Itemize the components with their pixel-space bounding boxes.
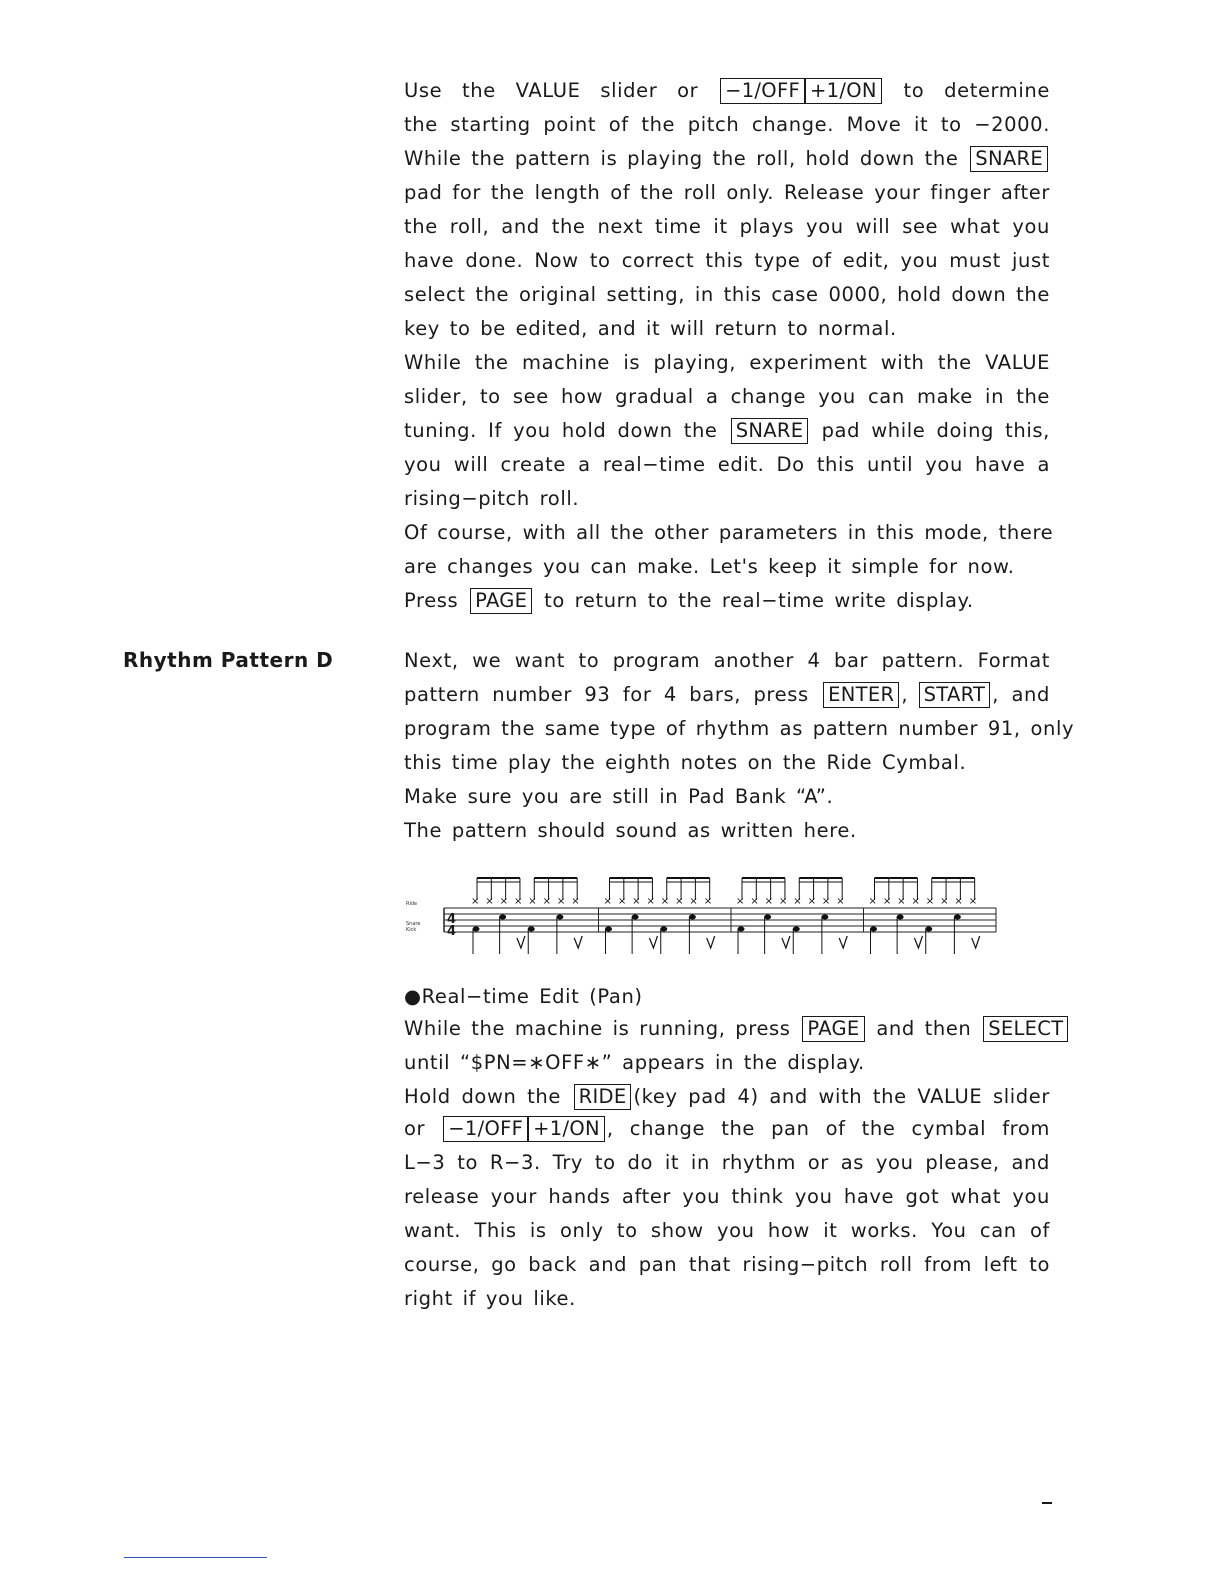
snare-key: SNARE [731,418,809,444]
text-line: The pattern should sound as written here. [404,819,857,842]
ride-x-note: × [764,896,774,907]
plus-on-key: +1/ON [805,78,882,104]
ride-x-note: × [897,896,906,907]
text: pattern number 93 for 4 bars, press [404,683,809,706]
text: Press [404,589,459,612]
ride-x-note: × [485,896,494,907]
ride-x-note: × [689,896,698,907]
text-line: Of course, with all the other parameters in this mode, there [404,521,1054,544]
text-line [404,1080,1050,1114]
text: pad while doing this, [821,419,1050,442]
page-mark [1042,1502,1052,1504]
text-line [404,980,1050,1014]
ride-x-note: × [793,896,802,907]
kick-note [870,927,877,932]
ride-x-note: × [821,896,831,907]
enter-key: ENTER [823,682,899,708]
ride-x-note: × [968,896,978,907]
snare-note [821,915,828,920]
footer-rule [124,1557,267,1558]
text-line: the starting point of the pitch change. Move it to −2000. [404,113,1050,136]
snare-note [632,915,639,920]
text-line: want. This is only to show you how it works. You can of [404,1219,1050,1242]
text-line [404,142,1050,176]
text-line [404,414,1050,448]
time-signature-top: 4 [447,912,457,927]
plus-on-key: +1/ON [528,1116,605,1142]
text-line: L−3 to R−3. Try to do it in rhythm or as you please, and [404,1151,1050,1174]
kick-note [605,927,612,932]
ride-x-note: × [556,896,566,907]
text-line: this time play the eighth notes on the Ride Cymbal. [404,751,967,774]
ride-x-note: × [954,896,963,907]
text-line: until “$PN=∗OFF∗” appears in the display. [404,1051,865,1074]
text-line: release your hands after you think you have got what you [404,1185,1050,1208]
text: , change the pan of the cymbal from [606,1117,1050,1140]
text-line: are changes you can make. Let's keep it simple for now. [404,555,1015,578]
text: While the pattern is playing the roll, hold down the [404,147,959,170]
snare-note [954,915,961,920]
text-line: program the same type of rhythm as pattern number 91, only [404,717,1075,740]
text: to return to the real−time write display. [544,589,974,612]
select-key: SELECT [983,1016,1068,1042]
snare-note [764,915,771,920]
ride-x-note: × [778,896,788,907]
ride-x-note: × [499,896,509,907]
text: (key pad 4) and with the VALUE slider [633,1085,1050,1108]
text-line: select the original setting, in this case 0000, hold down the [404,283,1050,306]
snare-note [556,915,563,920]
text-line [404,74,1050,108]
text: , and [992,683,1050,706]
time-signature-bottom: 4 [447,924,457,939]
rest-mark [972,936,980,948]
text-line: the roll, and the next time it plays you will see what you [404,215,1050,238]
sub-heading: Real−time Edit (Pan) [421,985,643,1008]
kick-note [473,927,480,932]
page-key: PAGE [470,588,532,614]
ride-x-note: × [925,896,935,907]
ride-x-note: × [528,896,537,907]
text: Use the VALUE slider or [404,79,699,102]
rest-mark [914,936,922,948]
ride-x-note: × [911,896,920,907]
ride-x-note: × [571,896,580,907]
text: and then [876,1017,972,1040]
ride-x-note: × [736,896,745,907]
ride-x-note: × [646,896,655,907]
ride-key: RIDE [574,1084,632,1110]
ride-x-note: × [632,896,641,907]
snare-note [499,915,506,920]
rest-mark [782,936,790,948]
rest-mark [839,936,847,948]
ride-x-note: × [471,896,480,907]
rest-mark [649,936,657,948]
page-key: PAGE [802,1016,864,1042]
ride-x-note: × [807,896,816,907]
text-line: have done. Now to correct this type of edit, you must just [404,249,1050,272]
text-line: Make sure you are still in Pad Bank “A”. [404,785,834,808]
kick-note [528,927,535,932]
staff [444,908,996,932]
text-line: you will create a real−time edit. Do this until you have a [404,453,1050,476]
ride-x-note: × [513,896,523,907]
text-line: key to be edited, and it will return to normal. [404,317,897,340]
section-heading: Rhythm Pattern D [123,648,334,672]
text: tuning. If you hold down the [404,419,718,442]
ride-x-note: × [750,896,759,907]
rest-mark [574,936,582,948]
rest-mark [517,936,525,948]
text-line: right if you like. [404,1287,576,1310]
snare-note [897,915,904,920]
ride-x-note: × [603,896,612,907]
ride-x-note: × [882,896,892,907]
ride-x-note: × [660,896,670,907]
text-line: slider, to see how gradual a change you can make in the [404,385,1050,408]
text-line [404,584,1050,618]
ride-x-note: × [868,896,877,907]
start-key: START [919,682,991,708]
notes [471,878,980,954]
kick-note [925,927,932,932]
text-line: pad for the length of the roll only. Release your finger after [404,181,1050,204]
bullet-icon: ● [404,985,422,1008]
minus-off-key: −1/OFF [443,1116,528,1142]
text-line: rising−pitch roll. [404,487,580,510]
kick-note [793,927,800,932]
snare-label: Snare [406,921,421,927]
text-line: course, go back and pan that rising−pitch roll from left to [404,1253,1050,1276]
minus-off-key: −1/OFF [720,78,805,104]
text-line [404,1112,1050,1146]
text: to determine [903,79,1050,102]
text: or [404,1117,426,1140]
snare-key: SNARE [970,146,1048,172]
ride-label: Ride [406,901,418,907]
ride-x-note: × [940,896,949,907]
ride-x-note: × [542,896,551,907]
text: Hold down the [404,1085,561,1108]
kick-note [660,927,667,932]
ride-x-note: × [675,896,684,907]
text-line: pattern number 93 for 4 bars, press ENTER , START , and [404,683,1050,706]
drum-notation [404,868,1004,964]
snare-note [689,915,696,920]
ride-x-note: × [836,896,845,907]
rest-mark [707,936,715,948]
text: While the machine is running, press [404,1017,791,1040]
text-line [404,1012,1064,1046]
ride-x-note: × [703,896,713,907]
text-line: While the machine is playing, experiment with the VALUE [404,351,1050,374]
ride-x-note: × [617,896,627,907]
kick-label: Kick [406,927,417,933]
text-line: Next, we want to program another 4 bar pattern. Format [404,649,1050,672]
kick-note [738,927,745,932]
